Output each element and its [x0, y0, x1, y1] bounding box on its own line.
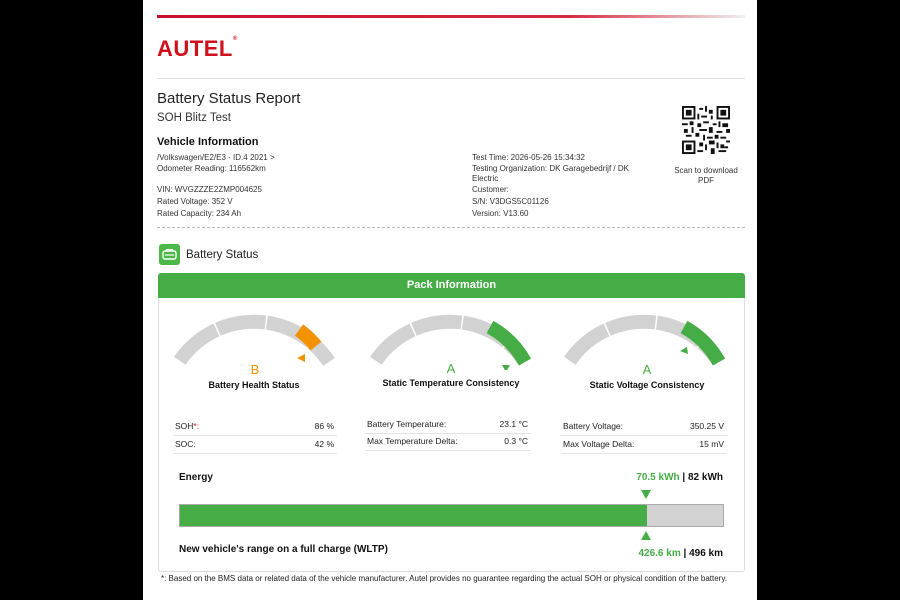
section-divider	[157, 227, 745, 228]
energy-value: 70.5 kWh | 82 kWh	[636, 472, 723, 483]
rated-voltage: Rated Voltage: 352 V	[157, 197, 233, 206]
vin: VIN: WVGZZZE2ZMP004625	[157, 185, 262, 194]
range-value: 426.6 km | 496 km	[638, 548, 723, 559]
battery-temperature-row: Battery Temperature: 23.1 °C	[365, 416, 531, 434]
header-divider	[157, 78, 745, 79]
max-temperature-delta-row: Max Temperature Delta: 0.3 °C	[365, 433, 531, 451]
testing-organization: Testing Organization: DK Garagebedrijf / DK	[472, 164, 629, 173]
qr-caption: Scan to download PDF	[674, 166, 738, 185]
autel-logo: AUTEL®	[157, 36, 238, 61]
health-grade: B	[250, 362, 260, 377]
range-label: New vehicle's range on a full charge (WLTP)	[179, 544, 388, 555]
max-voltage-delta-row: Max Voltage Delta: 15 mV	[561, 436, 727, 454]
customer: Customer:	[472, 185, 509, 194]
version: Version: V13.60	[472, 209, 529, 218]
voltage-grade: A	[642, 362, 652, 377]
energy-bar-fill	[180, 505, 647, 526]
report-page	[143, 0, 757, 600]
vehicle-info-title: Vehicle Information	[157, 136, 259, 148]
pack-information-header: Pack Information	[158, 273, 745, 298]
range-marker-icon	[641, 531, 651, 540]
energy-marker-icon	[641, 490, 651, 499]
report-title: Battery Status Report	[157, 90, 301, 107]
footnote: *: Based on the BMS data or related data of the vehicle manufacturer. Autel provides no guarantee regarding the actual SOH or physical condition of the battery.	[161, 574, 727, 583]
test-time: Test Time: 2026-05-26 15:34:32	[472, 153, 585, 162]
battery-status-icon	[159, 244, 180, 265]
report-subtitle: SOH Blitz Test	[157, 112, 231, 124]
battery-voltage-row: Battery Voltage: 350.25 V	[561, 418, 727, 436]
soh-row: SOH*: 86 %	[173, 418, 337, 436]
temperature-grade: A	[446, 361, 456, 376]
health-gauge-label: Battery Health Status	[208, 380, 300, 390]
energy-bar	[179, 504, 724, 527]
temperature-gauge-label: Static Temperature Consistency	[382, 378, 520, 388]
battery-status-title: Battery Status	[186, 249, 259, 261]
battery-health-gauge	[169, 310, 339, 370]
voltage-gauge-label: Static Voltage Consistency	[589, 380, 705, 390]
voltage-gauge	[559, 310, 729, 370]
qr-code-icon[interactable]	[682, 106, 730, 154]
energy-label: Energy	[179, 472, 213, 483]
serial-number: S/N: V3DGS5C01126	[472, 197, 549, 206]
soc-row: SOC: 42 %	[173, 436, 337, 454]
rated-capacity: Rated Capacity: 234 Ah	[157, 209, 242, 218]
odometer-reading: Odometer Reading: 116562km	[157, 164, 266, 173]
vehicle-path: /Volkswagen/E2/E3 - ID.4 2021 >	[157, 153, 275, 162]
testing-organization-cont: Electric	[472, 174, 499, 183]
top-accent-line	[157, 15, 745, 18]
